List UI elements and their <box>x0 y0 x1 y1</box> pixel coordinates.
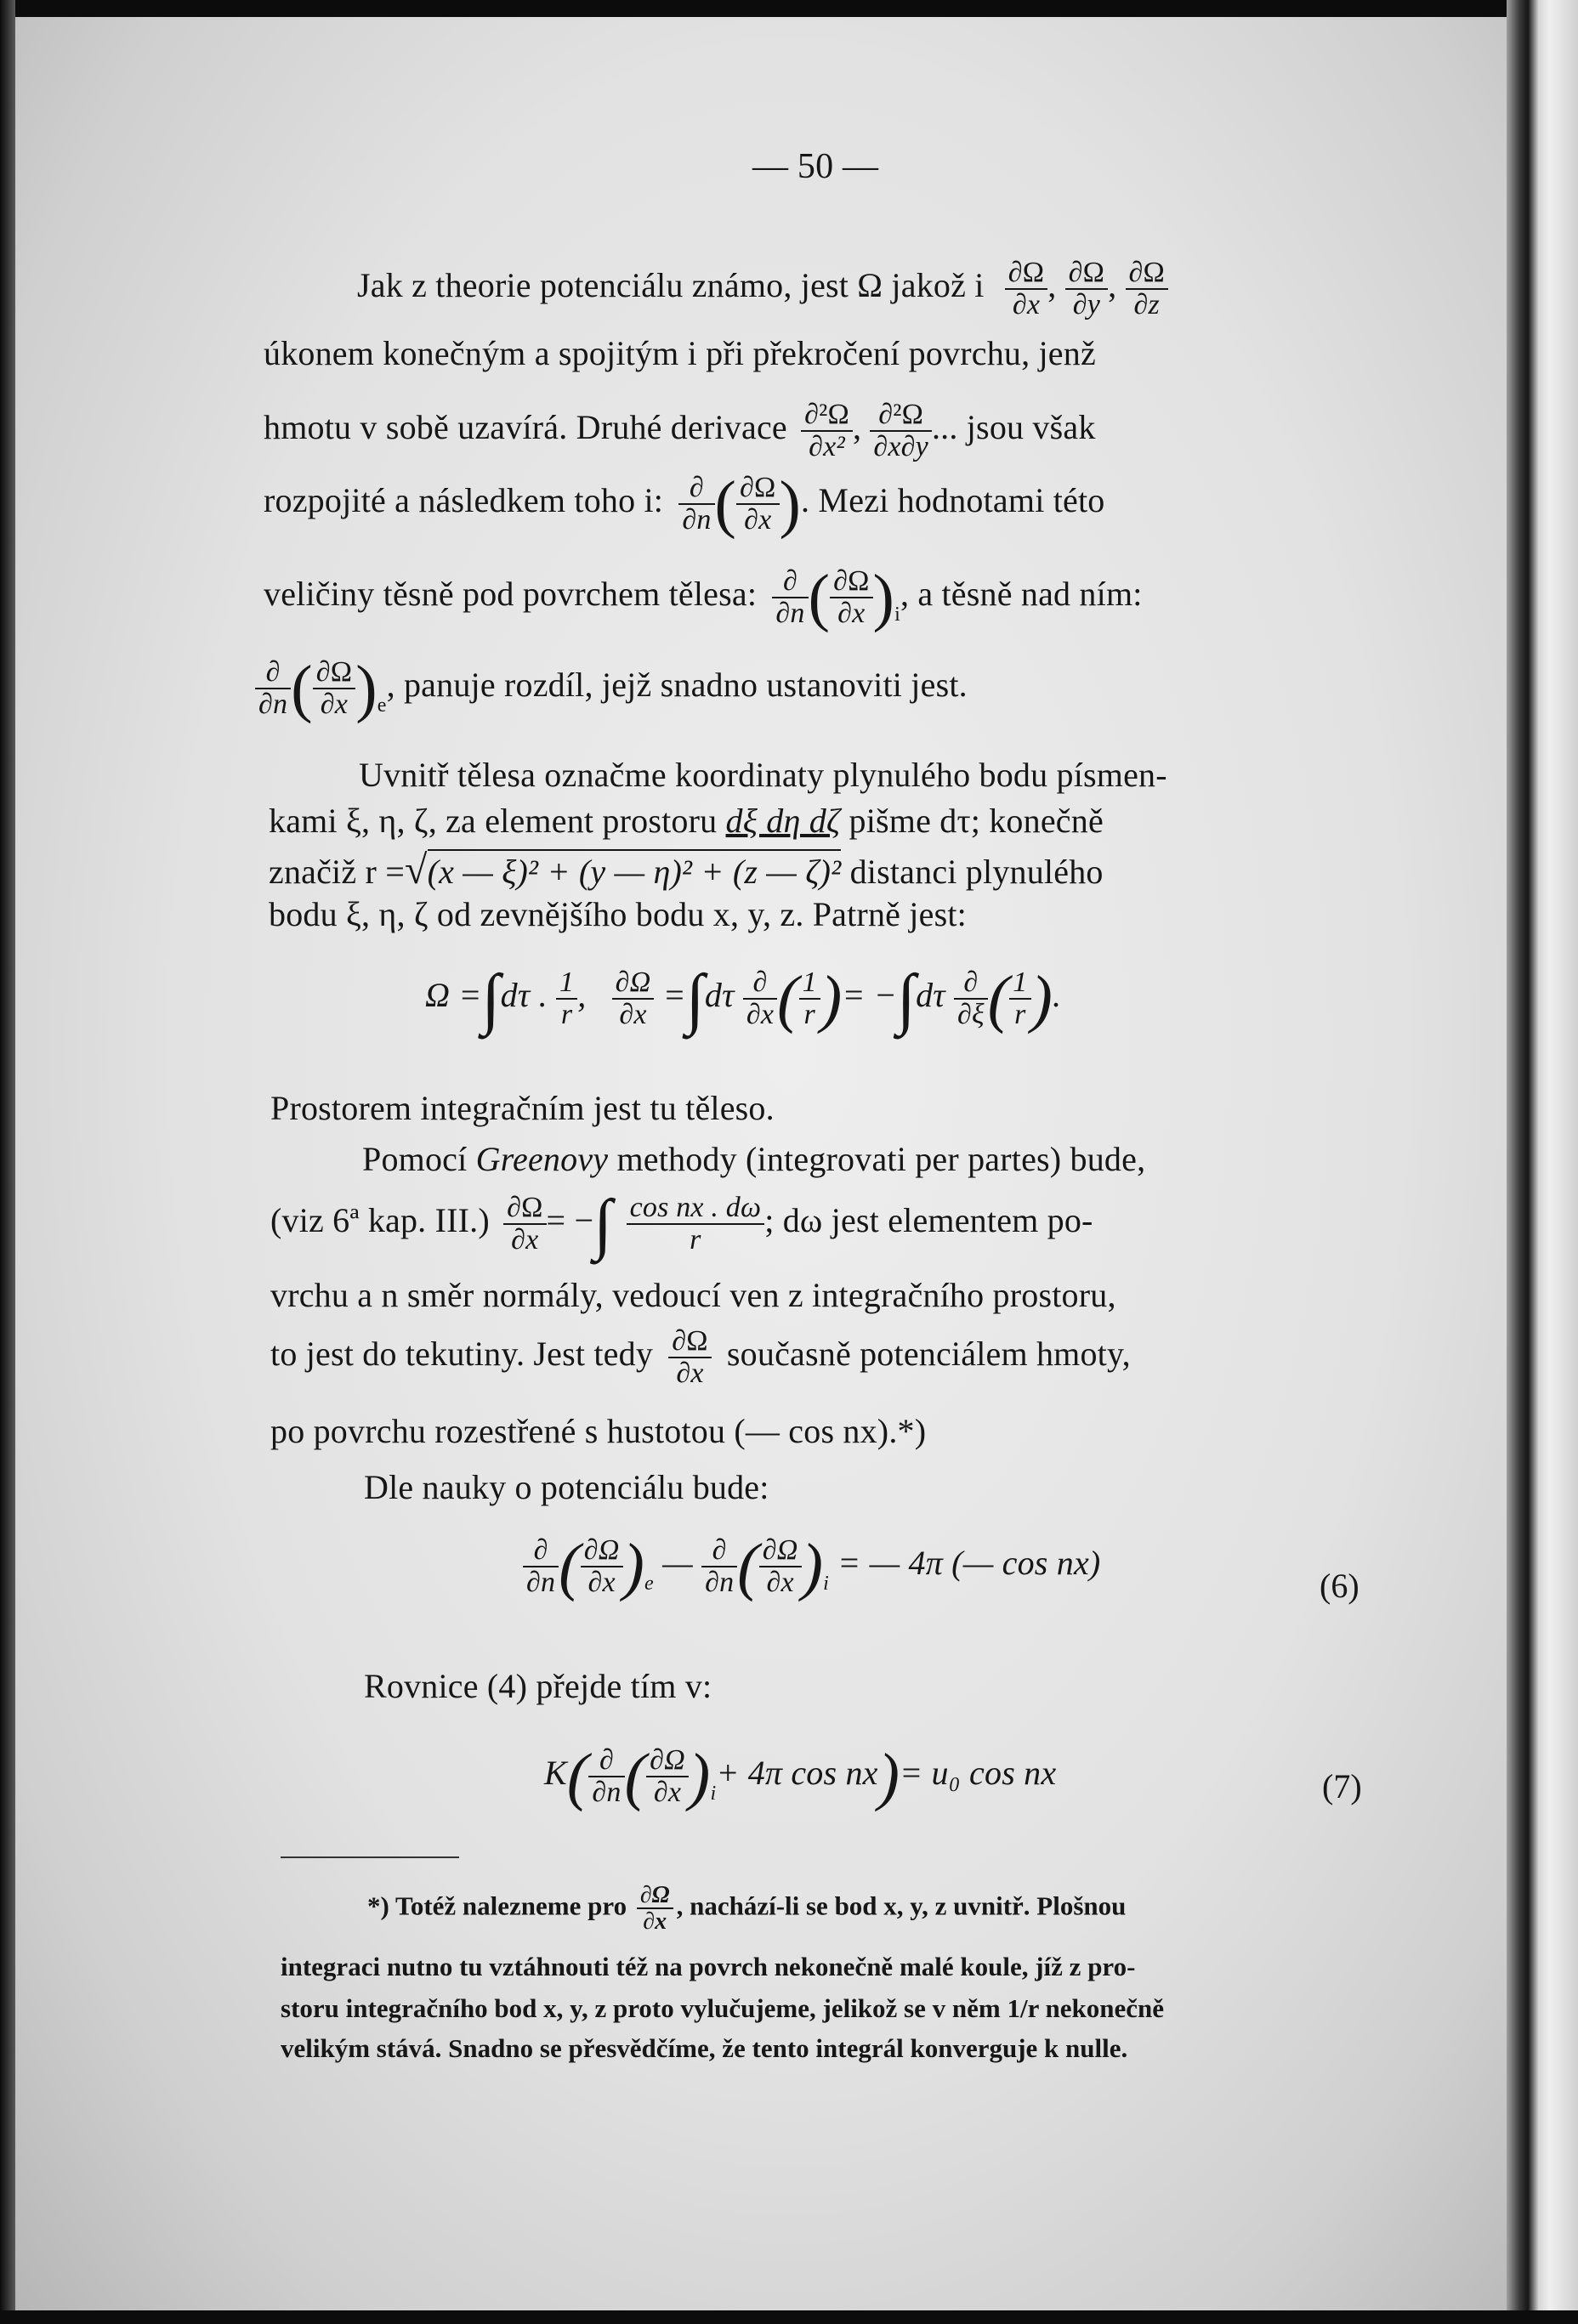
footnote-line1: *) Totéž nalezneme pro $\frac{\partial\Omega}{\partial x}$ , nachází-li se bod x, y, z uvnitř. Plošnou <box>367 1882 1127 1936</box>
equation-potential: Ω =∫dτ . $\frac{1}{r}$ , $\frac{\partial\Omega}{\partial x}$ =∫dτ $\frac{\partial}{\partial x}$ ( $\frac{1}{r}$ )= −∫dτ $\frac{\partial}{\partial\xi}$ ( $\frac{1}{r}$ ). <box>425 961 1062 1036</box>
para6: Rovnice (4) přejde tím v: <box>364 1667 712 1705</box>
equation-number-6: (6) <box>1320 1567 1359 1605</box>
para1-line5: veličiny těsně pod povrchem tělesa: $\frac{\partial}{\partial n}$ ( $\frac{\partial\Omega}{\partial x}$ )$_i$, a těsně nad ním: <box>264 562 1143 633</box>
footnote-line3: storu integračního bod x, y, z proto vylučujeme, jelikož se v něm 1/r nekonečně <box>281 1993 1165 2023</box>
scan-edge-top <box>0 0 1578 17</box>
equation-number-7: (7) <box>1322 1767 1362 1805</box>
para2-line1: Uvnitř tělesa označme koordinaty plynulého bodu písmen- <box>359 756 1167 794</box>
para4-line1: Pomocí Greenovy methody (integrovati per partes) bude, <box>362 1140 1146 1178</box>
fraction-dOmega-dx: $\frac{\partial\Omega}{\partial x}$ <box>736 473 779 535</box>
fraction-d2Omega-dx2: $\frac{\text{∂²Ω}}{\text{∂x²}}$ <box>801 400 853 462</box>
footnote-line2: integraci nutno tu vztáhnouti též na povrch nekonečně malé koule, jíž z pro- <box>281 1952 1136 1981</box>
page-number: — 50 — <box>752 147 879 186</box>
fraction-dOmega-dz: $\frac{\partial\Omega}{\partial z}$ <box>1126 258 1168 320</box>
fraction-dOmega-dy: $\frac{\partial\Omega}{\partial y}$ <box>1065 258 1108 320</box>
para4-line2: (viz 6ª kap. III.) $\frac{\partial\Omega}{\partial x}$ = −∫ $\frac{\text{cos nx . dω}}{r}$ ; dω jest elementem po- <box>270 1187 1093 1261</box>
para2-line2: kami ξ, η, ζ, za element prostoru dξ dη dζ pišme dτ; konečně <box>269 802 1104 840</box>
sqrt-radicand: (x — ξ)² + (y — η)² + (z — ζ)² <box>428 849 842 891</box>
para2-line3: značiž r =√(x — ξ)² + (y — η)² + (z — ζ)² distanci plynulého <box>269 847 1104 893</box>
para1-line3: hmotu v sobě uzavírá. Druhé derivace $\frac{\text{∂²Ω}}{\text{∂x²}}$ , $\frac{\text{∂²Ω}}{\partial x\partial y}$ ... jsou však <box>264 399 1096 462</box>
fraction-d2Omega-dxdy: $\frac{\text{∂²Ω}}{\partial x\partial y}$ <box>870 400 932 462</box>
footnote-rule <box>281 1856 459 1858</box>
equation-7: K( $\frac{\partial}{\partial n}$ ( $\frac{\partial\Omega}{\partial x}$ )$_i+ 4\pi$ cos nx)= u₀ cos nx <box>544 1741 1057 1812</box>
para4-line3: vrchu a n směr normály, vedoucí ven z integračního prostoru, <box>270 1276 1116 1314</box>
scan-edge-bottom <box>0 2310 1578 2324</box>
para2-line4: bodu ξ, η, ζ od zevnějšího bodu x, y, z. Patrně jest: <box>269 895 967 933</box>
para4-line4: to jest do tekutiny. Jest tedy $\frac{\partial\Omega}{\partial x}$ současně potenciálem hmoty, <box>270 1325 1131 1389</box>
equation-6: $\frac{\partial}{\partial n}$ ( $\frac{\partial\Omega}{\partial x}$ )$_e$ — $\frac{\partial}{\partial n}$ ( $\frac{\partial\Omega}{\partial x}$ )$_i$ = — 4π (— cos nx) <box>523 1534 1100 1599</box>
para1-line1: Jak z theorie potenciálu známo, jest Ω jakož i $\frac{\partial\Omega}{\partial x}$ , $\frac{\partial\Omega}{\partial y}$ , $\frac{\partial\Omega}{\partial z}$ <box>357 258 1168 320</box>
scan-edge-left <box>0 0 15 2324</box>
para1-line2: úkonem konečným a spojitým i při překročení povrchu, jenž <box>264 334 1096 372</box>
para1-line4: rozpojité a následkem toho i: $\frac{\partial}{\partial n}$ ( $\frac{\partial\Omega}{\partial x}$ ). Mezi hodnotami této <box>264 468 1105 540</box>
fraction-d-dn: $\frac{\partial}{\partial n}$ <box>678 473 714 535</box>
para3: Prostorem integračním jest tu těleso. <box>270 1089 775 1127</box>
footnote-line4: velikým stává. Snadno se přesvědčíme, že tento integrál konverguje k nulle. <box>281 2033 1128 2063</box>
fraction-dOmega-dx: $\frac{\partial\Omega}{\partial x}$ <box>1005 258 1047 320</box>
scan-edge-right <box>1507 0 1578 2324</box>
para4-line5: po povrchu rozestřené s hustotou (— cos nx).*) <box>270 1412 927 1450</box>
para5: Dle nauky o potenciálu bude: <box>364 1468 769 1506</box>
para1-line6: $\frac{\partial}{\partial n}$ ( $\frac{\partial\Omega}{\partial x}$ )$_e$, panuje rozdíl, jejž snadno ustanoviti jest. <box>255 656 968 721</box>
